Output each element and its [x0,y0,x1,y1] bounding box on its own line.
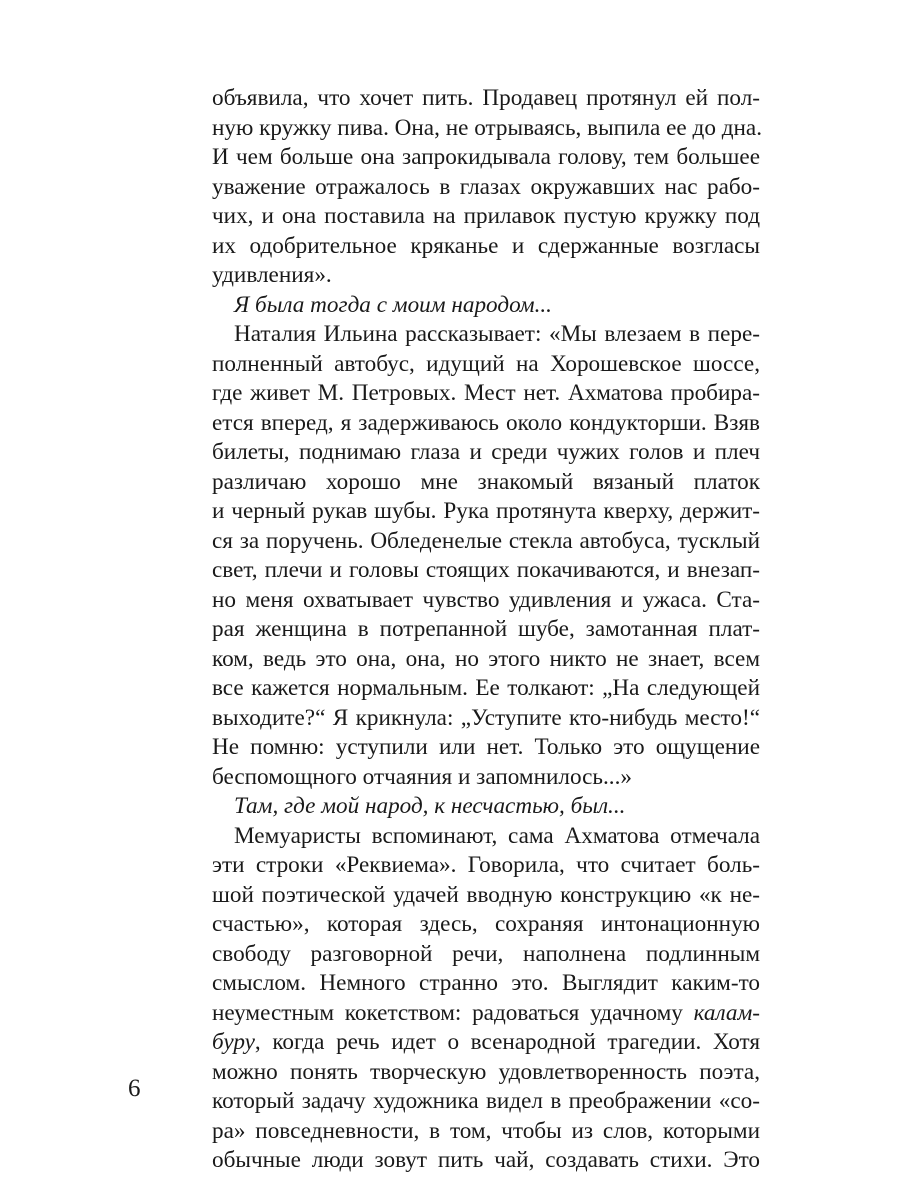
text-line: свободу разговорной речи, наполнена подлинным [212,940,760,967]
page-number: 6 [128,1075,141,1102]
text-run: неуместным кокетством: радоваться удачному [212,999,694,1026]
text-line: И чем больше она запрокидывала голову, тем большее [212,144,760,170]
text-line: удивления». [212,262,332,288]
text-line: Наталия Ильина рассказывает: «Мы влезаем в пере- [234,321,760,347]
text-line: билеты, поднимаю глаза и среди чужих голов и плеч [212,439,760,465]
text-line: ком, ведь это она, она, но этого никто не знает, всем [212,645,760,672]
text-line: счастью», которая здесь, сохраняя интонационную [212,911,760,937]
text-line: беспомощного отчаяния и запомнилось...» [212,763,632,790]
text-line: чих, и она поставила на прилавок пустую кружку под [212,203,760,229]
text-line: их одобрительное кряканье и сдержанные возгласы [212,232,760,259]
quote-line: Там, где мой народ, к несчастью, был... [234,793,626,819]
text-line: все кажется нормальным. Ее толкают: „На следующей [212,675,760,701]
text-line: ра» повседневности, в том, чтобы из слов, которыми [212,1117,760,1144]
text-run: , когда речь идет о всенародной трагедии. Хотя [254,1029,760,1055]
text-line: эти строки «Реквиема». Говорила, что считает боль- [212,852,760,878]
text-line [212,999,760,1029]
text-line: свет, плечи и головы стоящих покачиваются, и внезап- [212,557,760,583]
text-line: смыслом. Немного странно это. Выглядит каким-то [212,970,760,996]
text-line: Не помню: уступили или нет. Только это ощущение [212,734,760,760]
text-line: рая женщина в потрепанной шубе, замотанная плат- [212,616,760,642]
text-line: полненный автобус, идущий на Хорошевское шоссе, [212,350,760,377]
text-line: выходите?“ Я крикнула: „Уступите кто-нибудь место!“ [212,704,760,731]
text-line: который задачу художника видел в преображении «со- [212,1088,760,1114]
text-line: уважение отражалось в глазах окружавших нас рабо- [212,173,760,200]
text-line: и черный рукав шубы. Рука протянута кверху, держит- [212,498,760,524]
text-line: объявила, что хочет пить. Продавец протянул ей пол- [212,85,760,111]
text-line: ную кружку пива. Она, не отрываясь, выпила ее до дна. [212,114,763,141]
text-line: обычные люди зовут пить чай, создавать стихи. Это [212,1147,760,1173]
text-line: можно понять творческую удовлетворенность поэта, [212,1058,760,1085]
page-text [212,84,763,1176]
quote-line: Я была тогда с моим народом... [234,291,552,318]
text-line: шой поэтической удачей вводную конструкцию «к не- [212,881,760,908]
emphasis-run: буру [212,1029,255,1055]
emphasis-run: калам- [693,999,760,1026]
text-line: ся за поручень. Обледенелые стекла автобуса, тусклый [212,527,760,554]
text-line: ется вперед, я задерживаюсь около кондукторши. Взяв [212,409,760,436]
text-line [212,1028,760,1058]
text-line: различаю хорошо мне знакомый вязаный платок [212,468,760,495]
text-line: но меня охватывает чувство удивления и ужаса. Ста- [212,586,760,613]
text-line: Мемуаристы вспоминают, сама Ахматова отмечала [234,822,760,849]
text-line: где живет М. Петровых. Мест нет. Ахматова пробира- [212,380,760,406]
